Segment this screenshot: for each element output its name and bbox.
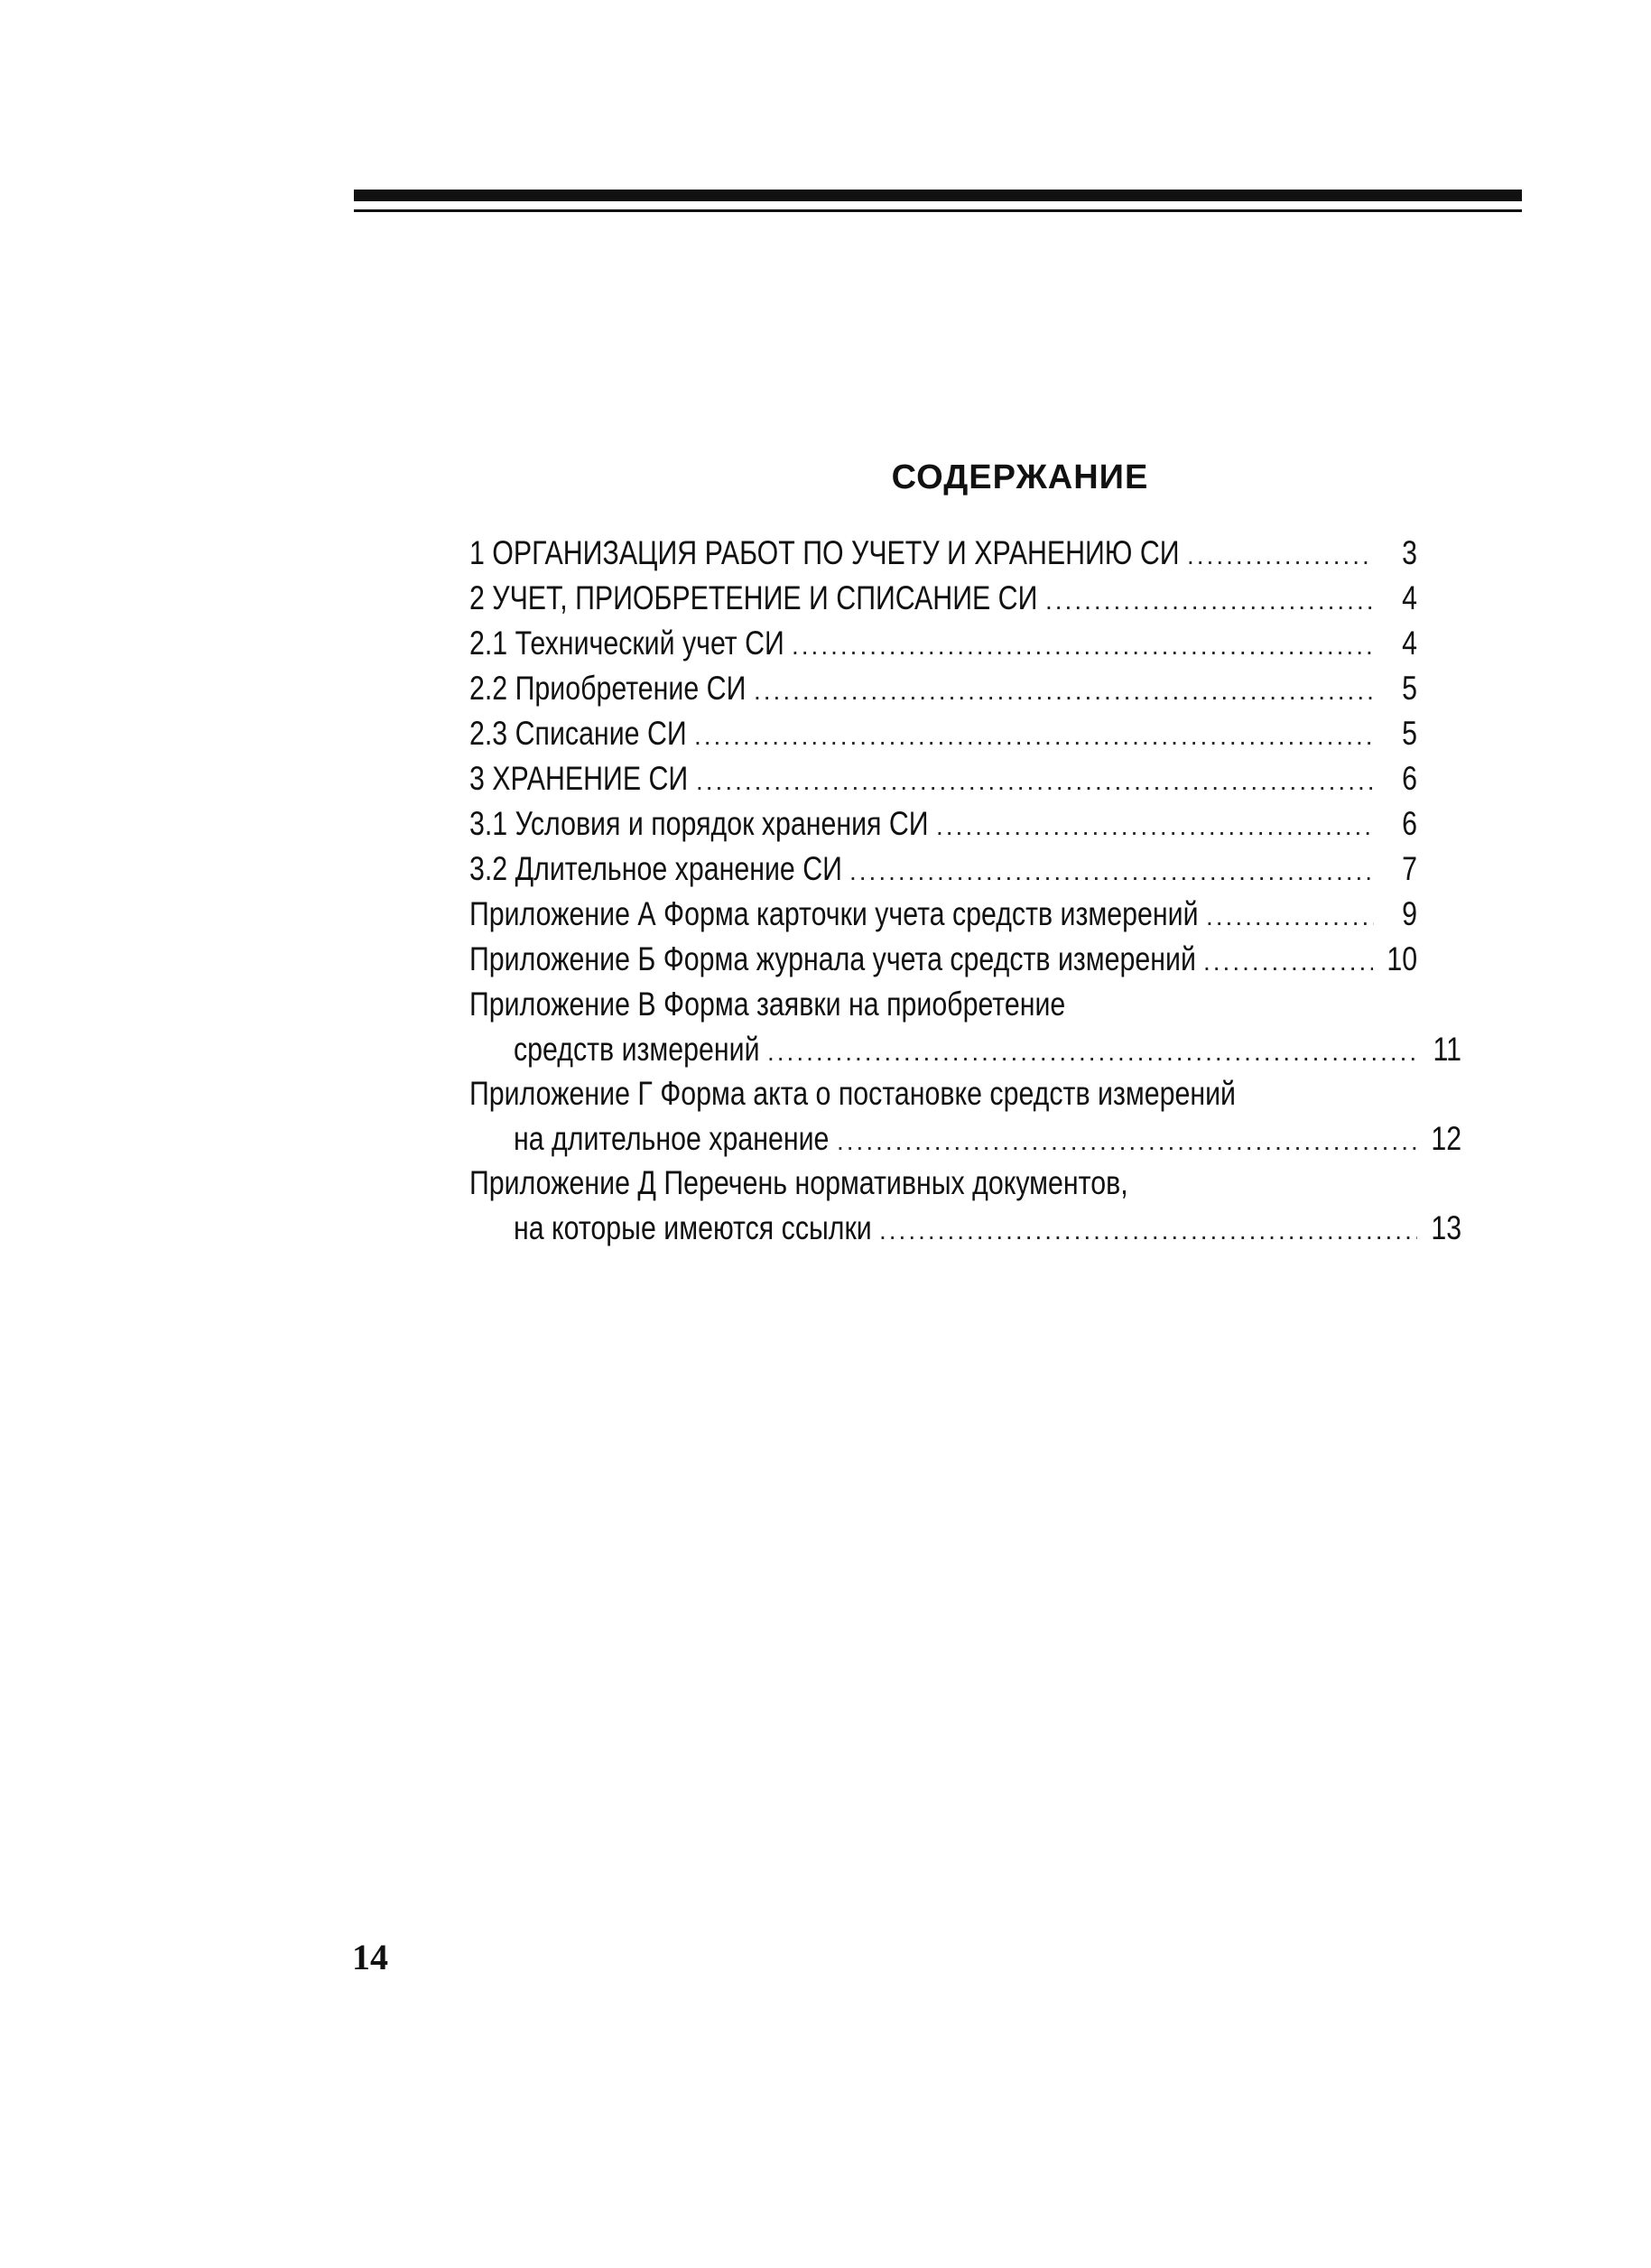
toc-leader bbox=[849, 849, 1374, 894]
toc-entry-page: 7 bbox=[1402, 850, 1417, 887]
toc-leader bbox=[754, 669, 1374, 714]
toc-entry-label: Приложение В Форма заявки на приобретение bbox=[469, 986, 1066, 1023]
toc-entry-appendix-d-cont[interactable] bbox=[469, 1206, 1461, 1250]
toc-leader bbox=[1203, 940, 1373, 985]
header-rule-thick bbox=[354, 190, 1522, 201]
toc-entry-label: 1 ОРГАНИЗАЦИЯ РАБОТ ПО УЧЕТУ И ХРАНЕНИЮ СИ bbox=[469, 534, 1180, 571]
toc-entry-label: Приложение Г Форма акта о постановке средств измерений bbox=[469, 1075, 1236, 1112]
toc-entry-label: 3.2 Длительное хранение СИ bbox=[469, 850, 842, 887]
toc-entry-page: 5 bbox=[1402, 670, 1417, 707]
toc-leader bbox=[1187, 533, 1374, 579]
toc-title: СОДЕРЖАНИЕ bbox=[891, 458, 1149, 496]
toc-entry-appendix-v-cont[interactable] bbox=[469, 1027, 1461, 1071]
toc-entry-3-1[interactable] bbox=[469, 801, 1417, 847]
toc-entry-appendix-g[interactable] bbox=[469, 1071, 1417, 1116]
toc-entry-2[interactable] bbox=[469, 576, 1417, 621]
page-number: 14 bbox=[352, 1937, 388, 1977]
toc-entry-label-cont: средств измерений bbox=[514, 1031, 760, 1068]
toc-entry-label: 2 УЧЕТ, ПРИОБРЕТЕНИЕ И СПИСАНИЕ СИ bbox=[469, 579, 1038, 616]
toc-entry-appendix-v[interactable] bbox=[469, 982, 1417, 1027]
toc-entry-page: 12 bbox=[1431, 1120, 1461, 1157]
toc-leader bbox=[837, 1119, 1417, 1163]
toc-entry-label-cont: на которые имеются ссылки bbox=[514, 1209, 872, 1246]
toc-leader bbox=[696, 759, 1374, 804]
toc-entry-label: 2.1 Технический учет СИ bbox=[469, 625, 784, 662]
toc-entry-2-2[interactable] bbox=[469, 666, 1417, 711]
table-of-contents bbox=[469, 531, 1461, 1250]
toc-entry-2-1[interactable] bbox=[469, 621, 1417, 666]
toc-entry-page: 6 bbox=[1402, 760, 1417, 797]
toc-leader bbox=[694, 714, 1374, 759]
toc-entry-page: 10 bbox=[1387, 940, 1417, 977]
toc-entry-page: 3 bbox=[1402, 534, 1417, 571]
toc-entry-label: 3 ХРАНЕНИЕ СИ bbox=[469, 760, 689, 797]
header-rule-thin bbox=[354, 209, 1522, 212]
toc-leader bbox=[879, 1208, 1417, 1253]
toc-leader bbox=[1206, 894, 1374, 940]
toc-entry-appendix-d[interactable] bbox=[469, 1161, 1417, 1206]
toc-entry-appendix-g-cont[interactable] bbox=[469, 1116, 1461, 1161]
toc-entry-label: Приложение А Форма карточки учета средств измерений bbox=[469, 895, 1199, 932]
toc-entry-page: 9 bbox=[1402, 895, 1417, 932]
toc-entry-label: 2.2 Приобретение СИ bbox=[469, 670, 747, 707]
toc-entry-label-cont: на длительное хранение bbox=[514, 1120, 830, 1157]
toc-entry-page: 13 bbox=[1431, 1209, 1461, 1246]
toc-entry-page: 4 bbox=[1402, 579, 1417, 616]
toc-entry-2-3[interactable] bbox=[469, 711, 1417, 756]
toc-entry-appendix-a[interactable] bbox=[469, 892, 1417, 937]
toc-entry-page: 11 bbox=[1433, 1031, 1461, 1068]
toc-entry-appendix-b[interactable] bbox=[469, 937, 1417, 982]
toc-entry-page: 4 bbox=[1402, 625, 1417, 662]
toc-entry-3-2[interactable] bbox=[469, 847, 1417, 892]
toc-entry-page: 5 bbox=[1402, 715, 1417, 752]
toc-entry-label: Приложение Б Форма журнала учета средств измерений bbox=[469, 940, 1196, 977]
toc-entry-label: 2.3 Списание СИ bbox=[469, 715, 687, 752]
toc-entry-label: Приложение Д Перечень нормативных документов, bbox=[469, 1164, 1128, 1201]
toc-entry-label: 3.1 Условия и порядок хранения СИ bbox=[469, 805, 929, 842]
toc-entry-1[interactable] bbox=[469, 531, 1417, 576]
toc-leader bbox=[767, 1030, 1418, 1074]
toc-leader bbox=[936, 804, 1374, 849]
toc-leader bbox=[792, 624, 1374, 669]
toc-entry-3[interactable] bbox=[469, 756, 1417, 801]
toc-entry-page: 6 bbox=[1402, 805, 1417, 842]
toc-leader bbox=[1045, 579, 1374, 624]
